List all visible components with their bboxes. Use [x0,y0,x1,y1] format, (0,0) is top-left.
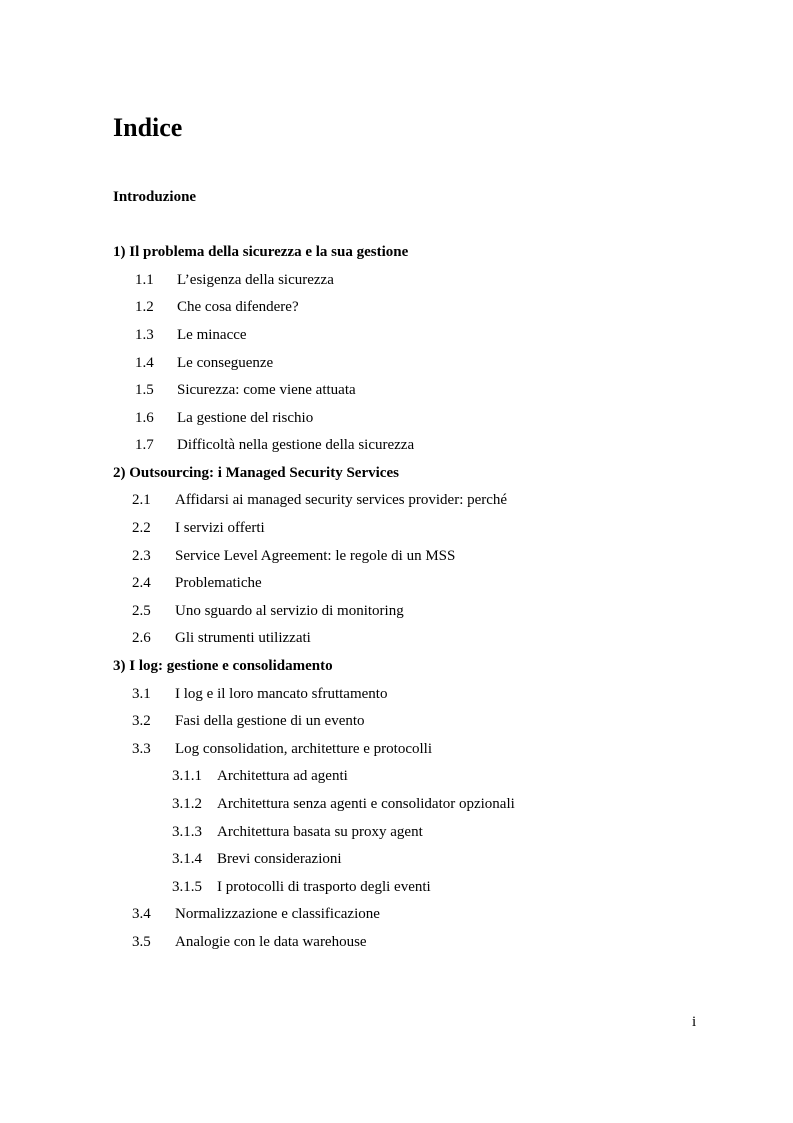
toc-entry-text: 1) Il problema della sicurezza e la sua gestione [113,244,409,260]
toc-entry-number: 1.4 [135,355,154,371]
toc-entry-text: Sicurezza: come viene attuata [177,382,356,398]
toc-section-3-2 [0,710,760,732]
toc-section-3-3 [0,738,760,760]
toc-entry-text: Log consolidation, architetture e protocolli [175,741,433,757]
toc-section-1-5 [0,379,760,401]
page-title: Indice [113,113,183,142]
toc-section-1-6 [0,407,760,429]
toc-entry-text: Le conseguenze [177,355,274,371]
toc-section-2-6 [0,627,760,649]
toc-entry-text: I protocolli di trasporto degli eventi [217,879,431,895]
toc-section-3-1 [0,683,760,705]
toc-entry-number: 1.2 [135,299,154,315]
toc-section-1-7 [0,434,760,456]
toc-entry-number: 1.7 [135,437,154,453]
toc-entry-number: 3.1 [132,686,151,702]
toc-entry-text: Architettura ad agenti [217,768,348,784]
toc-entry-number: 2.4 [132,575,151,591]
toc-entry-number: 2.1 [132,492,151,508]
toc-chapter-2 [0,462,760,484]
toc-entry-number: 3.4 [132,906,151,922]
toc-entry-text: Che cosa difendere? [177,299,299,315]
toc-entry-number: 3.5 [132,934,151,950]
toc-entry-text: Problematiche [175,575,262,591]
toc-entry-number: 1.5 [135,382,154,398]
toc-entry-number: 1.6 [135,410,154,426]
toc-section-2-5 [0,600,760,622]
toc-section-1-4 [0,352,760,374]
toc-entry-text: Service Level Agreement: le regole di un MSS [175,548,456,564]
toc-entry-number: 3.1.4 [172,851,202,867]
toc-entry-text: L’esigenza della sicurezza [177,272,334,288]
toc-entry-text: Affidarsi ai managed security services provider: perché [175,492,508,508]
toc-entry-text: I log e il loro mancato sfruttamento [175,686,388,702]
toc-subsection-3-1-4 [0,848,760,870]
toc-entry-number: 1.3 [135,327,154,343]
toc-entry-number: 1.1 [135,272,154,288]
toc-entry-number: 2.6 [132,630,151,646]
toc-entry-text: Uno sguardo al servizio di monitoring [175,603,404,619]
toc-entry-number: 3.1.5 [172,879,202,895]
toc-entry-number: 2.2 [132,520,151,536]
toc-entry-text: Gli strumenti utilizzati [175,630,311,646]
toc-entry-number: 3.3 [132,741,151,757]
toc-entry-text: Le minacce [177,327,247,343]
toc-entry-number: 2.5 [132,603,151,619]
toc-entry-text: Brevi considerazioni [217,851,342,867]
toc-entry-number: 3.2 [132,713,151,729]
toc-subsection-3-1-5 [0,876,760,898]
toc-entry-text: Architettura basata su proxy agent [217,824,423,840]
toc-subsection-3-1-1 [0,765,760,787]
toc-subsection-3-1-3 [0,821,760,843]
toc-entry-number: 2.3 [132,548,151,564]
toc-entry-text: Analogie con le data warehouse [175,934,367,950]
toc-entry-text: Architettura senza agenti e consolidator opzionali [217,796,515,812]
toc-entry-introduzione [0,186,760,208]
toc-entry-number: 3.1.3 [172,824,202,840]
toc-section-1-1 [0,269,760,291]
toc-section-1-3 [0,324,760,346]
toc-entry-text: La gestione del rischio [177,410,314,426]
toc-section-3-4 [0,903,760,925]
toc-entry-text: I servizi offerti [175,520,265,536]
toc-entry-text: 2) Outsourcing: i Managed Security Services [113,465,399,481]
toc-entry-text: Fasi della gestione di un evento [175,713,365,729]
toc-section-1-2 [0,296,760,318]
toc-entry-text: Normalizzazione e classificazione [175,906,380,922]
toc-chapter-1 [0,241,760,263]
toc-subsection-3-1-2 [0,793,760,815]
toc-entry-number: 3.1.1 [172,768,202,784]
toc-section-2-1 [0,489,760,511]
toc-entry-text: Introduzione [113,189,197,205]
toc-section-2-2 [0,517,760,539]
toc-chapter-3 [0,655,760,677]
toc-entry-text: Difficoltà nella gestione della sicurezza [177,437,415,453]
toc-section-3-5 [0,931,760,953]
toc-section-2-4 [0,572,760,594]
toc-section-2-3 [0,545,760,567]
page-number: i [692,1014,697,1030]
toc-entry-number: 3.1.2 [172,796,202,812]
toc-entry-text: 3) I log: gestione e consolidamento [113,658,333,674]
